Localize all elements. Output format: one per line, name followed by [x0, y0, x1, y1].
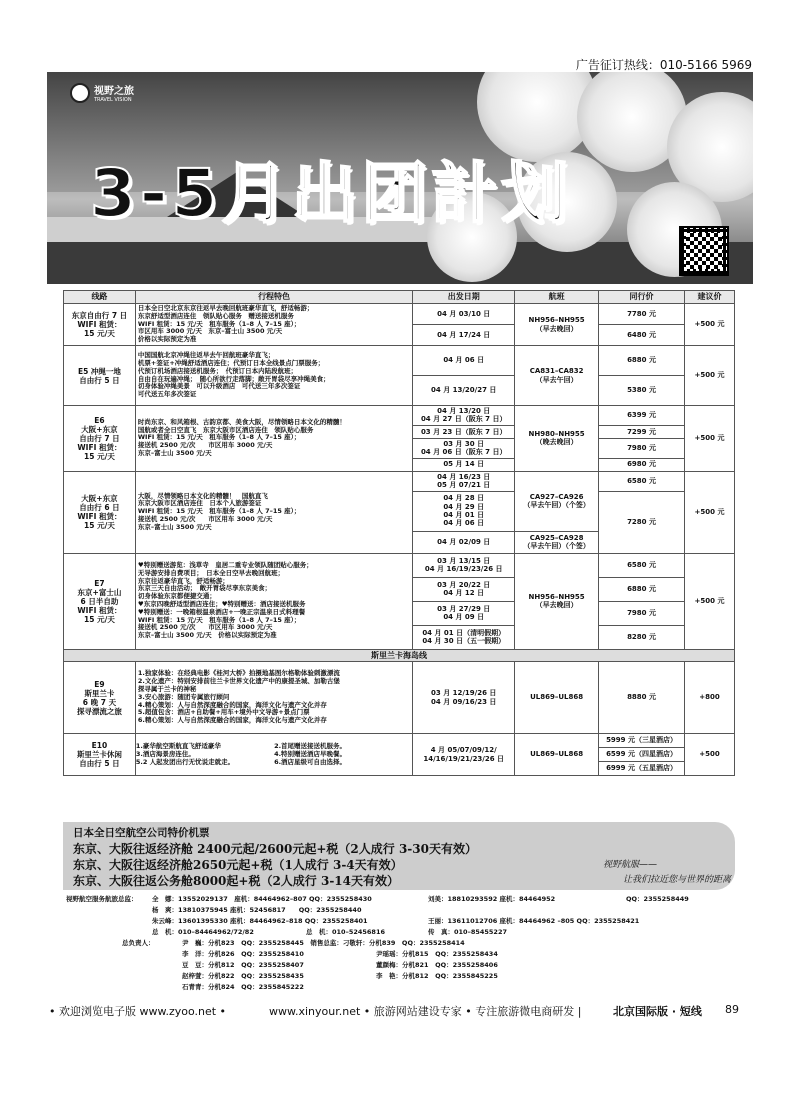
table-row	[64, 553, 735, 577]
section-title: 斯里兰卡海岛线	[64, 649, 735, 662]
date-cell: 03 月 13/15 日 04 月 16/19/23/26 日	[413, 553, 515, 577]
contact-entry: 总 机：010–84464962/72/82	[152, 928, 254, 936]
contact-entry: 李 艳：分机812 QQ：2355845225	[376, 972, 498, 980]
date-cell: 03 月 20/22 日 04 月 12 日	[413, 577, 515, 601]
footer-ebook-link[interactable]: • 欢迎浏览电子版 www.zyoo.net •	[49, 1005, 227, 1018]
price-cell: 7299 元	[599, 425, 685, 438]
date-cell: 03 月 27/29 日 04 月 09 日	[413, 601, 515, 625]
price-cell: 7980 元	[599, 438, 685, 458]
col-header-suggested-price: 建议价	[685, 291, 735, 304]
contact-entry: 全 娜：13552029137 座机：84464962–807 QQ：2355258430	[152, 895, 372, 903]
date-cell: 04 月 02/09 日	[413, 531, 515, 553]
features-cell: 时尚东京、和风箱根、古韵京都、美食大阪，尽情领略日本文化的精髓！ 国航或者全日空直飞 东京大阪市区酒店连住 领队贴心服务 WIFI 租赁：15 元/天 租车服务（1–8 人 7–15 座）； 接送机 2500 元/次 市区用车 3000 元/天 东京–富士山 3500 元/天	[135, 406, 412, 472]
logo-icon	[70, 83, 90, 103]
suggested-price-cell: +500	[685, 734, 735, 776]
flight-cell: NH956–NH955 （早去晚回）	[515, 304, 599, 346]
date-cell: 04 月 13/20 日 04 月 27 日（阪东 7 日）	[413, 406, 515, 426]
section-row	[64, 649, 735, 662]
col-header-flight: 航班	[515, 291, 599, 304]
contact-entry: 总 机：010–52456816	[306, 928, 385, 936]
footer-edition: 北京国际版 · 短线	[613, 1005, 702, 1018]
contact-label: 视野航空服务航旅总监：	[66, 895, 138, 903]
features-cell	[135, 734, 412, 776]
contact-entry: 杨 爽：13810375945 座机：52456817 QQ：2355258440	[152, 906, 362, 914]
suggested-price-cell: +500 元	[685, 304, 735, 346]
table-row	[64, 471, 735, 491]
table-row	[64, 346, 735, 376]
contact-row	[66, 916, 738, 927]
features-cell: 1.独家体验：在经典电影《桂河大桥》拍摄地基图尔格勒体验刺激漂流 2.文化遗产：特别安排前往兰卡世界文化遗产中的康提圣城、加勒古堡 探寻属于兰卡的神秘 3.安心旅游：随团专属旅行顾问 4.精心策划：人与自然深度融合的国家，海洋文化与遗产文化并存 5.超值包含：酒店+自助餐+用车+境外中文导游+景点门票 6.精心策划：人与自然深度融合的国家，海洋文化与遗产文化并存	[135, 662, 412, 734]
contact-row	[66, 982, 738, 993]
features-cell: 大阪，尽情领略日本文化的精髓！ 国航直飞 东京大阪市区酒店连住 日本个人旅游签证 WIFI 租赁：15 元/天 租车服务（1–8 人 7–15 座）； 接送机 2500 元/次 市区用车 3000 元/天 东京–富士山 3500 元/天	[135, 471, 412, 553]
flight-cell: CA831–CA832 （早去午回）	[515, 346, 599, 406]
qr-code-icon[interactable]	[679, 226, 729, 276]
date-cell: 04 月 17/24 日	[413, 325, 515, 346]
flight-cell: CA925–CA928 （早去午回）（个签）	[515, 531, 599, 553]
date-cell: 04 月 28 日 04 月 29 日 04 月 01 日 04 月 06 日	[413, 491, 515, 531]
contact-row	[66, 938, 738, 949]
ad-hotline: 广告征订热线：010-5166 5969	[575, 58, 752, 72]
suggested-price-cell: +500 元	[685, 553, 735, 649]
date-cell: 04 月 06 日	[413, 346, 515, 376]
route-cell: E9 斯里兰卡 6 晚 7 天 探寻漂流之旅	[64, 662, 136, 734]
brand-logo	[70, 82, 134, 103]
page-number: 89	[725, 1003, 739, 1016]
contact-entry: 豆 豆：分机812 QQ：2355258407	[182, 961, 304, 969]
contact-entry: 李 洋：分机826 QQ：2355258410	[182, 950, 304, 958]
contact-row	[66, 894, 738, 905]
features-cell: 日本全日空北京东京往返早去晚回航班豪华直飞，舒适畅游； 东京舒适型酒店连住 领队贴心服务 赠送接送机服务 WIFI 租赁：15 元/天 租车服务（1–8 人 7–15 座）； 市区用车 3000 元/天 东京–富士山 3500 元/天 价格以实际预定为准	[135, 304, 412, 346]
contact-entry: 董颜梅：分机821 QQ：2355258406	[376, 961, 498, 969]
route-cell: E6 大阪+东京 自由行 7 日 WIFI 租赁： 15 元/天	[64, 406, 136, 472]
contact-list	[66, 894, 738, 993]
route-cell: E10 斯里兰卡休闲 自由行 5 日	[64, 734, 136, 776]
promo-signature: 视野航服——	[603, 860, 658, 870]
table-row	[64, 662, 735, 734]
contact-entry: 王丽：13611012706 座机：84464962 –805 QQ：2355258421	[428, 917, 640, 925]
date-cell: 04 月 03/10 日	[413, 304, 515, 325]
contact-entry: 尹 巍：分机823 QQ：2355258445 销售总监：刁敬轩：分机839 QQ：2355258414	[182, 939, 465, 947]
flight-cell: UL869–UL868	[515, 734, 599, 776]
price-option: 6999 元（五星酒店）	[606, 764, 677, 773]
contact-row	[66, 927, 738, 938]
airfare-promo	[63, 822, 735, 890]
flight-cell: CA927–CA926 （早去午回）（个签）	[515, 471, 599, 531]
contact-row	[66, 905, 738, 916]
features-cell: 中国国航北京冲绳往返早去午回航班豪华直飞； 机票+签证+冲绳舒适酒店连住；代预订日本全线景点门票服务； 代预订机场酒店接送机服务； 代预订日本内陆段航班； 自由自在玩遍冲绳； 随心所欲行走落脚；敞开胃袋尽享冲绳美食； 切身体验冲绳美景 可以升级酒店 可代送三年多次签证 可代送五年多次签证	[135, 346, 412, 406]
table-header-row	[64, 291, 735, 304]
promo-title: 日本全日空航空公司特价机票	[73, 827, 210, 839]
page-headline: 3-5月出团計划	[90, 155, 572, 232]
features-cell: ♥特别赠送游览：浅草寺 皇居二重专业领队随团贴心服务； 无导游安排自费项目； 日本全日空早去晚回航班； 东京往返豪华直飞，舒适畅游； 东京三天自由活动； 敞开胃袋尽享东京美食； 切身体验东京都便捷交通； ♥东京四晚舒适型酒店连住；♥特别赠送：酒店接送机服务 ♥特别赠送：一晚箱根温泉酒店+一晚正宗温泉日式料理餐 WIFI 租赁：15 元/天 租车服务（1–8 人 7–15 座）； 接送机 2500 元/次 市区用车 3000 元/天 东京–富士山 3500 元/天 价格以实际预定为准	[135, 553, 412, 649]
table-row	[64, 406, 735, 426]
suggested-price-cell: +500 元	[685, 346, 735, 406]
col-header-trade-price: 同行价	[599, 291, 685, 304]
route-cell: E5 冲绳一地 自由行 5 日	[64, 346, 136, 406]
suggested-price-cell: +500 元	[685, 406, 735, 472]
promo-slogan: 让我们拉近您与世界的距离	[623, 875, 732, 885]
date-cell: 03 月 23 日（阪东 7 日）	[413, 425, 515, 438]
date-cell: 03 月 30 日 04 月 06 日（阪东 7 日）	[413, 438, 515, 458]
price-cell: 6580 元	[599, 471, 685, 491]
flight-cell: NH980–NH955 （晚去晚回）	[515, 406, 599, 472]
logo-name: 视野之旅	[94, 86, 134, 97]
table-row	[64, 304, 735, 325]
contact-entry: 朱云峰：13601395330 座机：84464962–818 QQ：2355258401	[152, 917, 368, 925]
contact-entry: 尹瑶瑶：分机815 QQ：2355258434	[376, 950, 498, 958]
price-cell: 6480 元	[599, 325, 685, 346]
tour-schedule-table	[63, 290, 735, 776]
col-header-features: 行程特色	[135, 291, 412, 304]
features-left: 1.豪华航空斯航直飞舒适豪华 3.酒店海景房连住。 5.2 人起发团出行无忧说走就走。	[135, 741, 235, 766]
contact-entry: 石青青：分机824 QQ：2355845222	[182, 983, 304, 991]
contact-row	[66, 949, 738, 960]
promo-line: 东京、大阪往返经济舱 2400元起/2600元起+税（2人成行 3-30天有效）	[73, 842, 477, 856]
col-header-dates: 出发日期	[413, 291, 515, 304]
contact-row	[66, 971, 738, 982]
flight-cell: UL869–UL868	[515, 662, 599, 734]
date-cell: 05 月 14 日	[413, 458, 515, 471]
price-cell: 6399 元	[599, 406, 685, 426]
price-cell: 6880 元	[599, 577, 685, 601]
contact-label: 总负责人：	[122, 939, 155, 947]
contact-entry: QQ：2355258449	[626, 895, 689, 903]
price-cell: 8880 元	[599, 662, 685, 734]
route-cell: E7 东京+富士山 6 日半自助 WIFI 租赁： 15 元/天	[64, 553, 136, 649]
promo-line: 东京、大阪往返经济舱2650元起+税（1人成行 3-4天有效）	[73, 858, 403, 872]
price-cell: 6980 元	[599, 458, 685, 471]
price-cell: 7780 元	[599, 304, 685, 325]
footer-site-info[interactable]: www.xinyour.net • 旅游网站建设专家 • 专注旅游微电商研发 |	[269, 1005, 582, 1018]
promo-line: 东京、大阪往返公务舱8000起+税（2人成行 3-14天有效）	[73, 874, 400, 888]
col-header-route: 线路	[64, 291, 136, 304]
date-cell: 04 月 13/20/27 日	[413, 376, 515, 406]
date-cell: 04 月 01 日（清明假期） 04 月 30 日（五一假期）	[413, 625, 515, 649]
price-cell: 7980 元	[599, 601, 685, 625]
route-cell: 东京自由行 7 日 WIFI 租赁： 15 元/天	[64, 304, 136, 346]
date-cell: 4 月 05/07/09/12/ 14/16/19/21/23/26 日	[413, 734, 515, 776]
contact-entry: 赵梓萱：分机822 QQ：2355258435	[182, 972, 304, 980]
price-cell: 6580 元	[599, 553, 685, 577]
price-cell: 7280 元	[599, 491, 685, 553]
price-option: 6599 元（四星酒店）	[599, 748, 684, 762]
price-cell: 6880 元	[599, 346, 685, 376]
date-cell: 04 月 16/23 日 05 月 07/21 日	[413, 471, 515, 491]
date-cell: 03 月 12/19/26 日 04 月 09/16/23 日	[413, 662, 515, 734]
logo-subtitle: TRAVEL VISION	[94, 97, 132, 103]
route-cell: 大阪+东京 自由行 6 日 WIFI 租赁： 15 元/天	[64, 471, 136, 553]
contact-entry: 传 真：010–85455227	[428, 928, 507, 936]
price-cell	[599, 734, 685, 776]
suggested-price-cell: +800	[685, 662, 735, 734]
features-right: 2.首尾赠送接送机服务。 4.特别赠送酒店早晚餐。 6.酒店星级可自由选择。	[274, 741, 347, 766]
price-cell: 5380 元	[599, 376, 685, 406]
suggested-price-cell: +500 元	[685, 471, 735, 553]
contact-row	[66, 960, 738, 971]
flight-cell: NH956–NH955 （早去晚回）	[515, 553, 599, 649]
table-row	[64, 734, 735, 776]
price-option: 5999 元（三星酒店）	[599, 734, 684, 748]
contact-entry: 刘美：18810293592 座机：84464952	[428, 895, 556, 903]
price-cell: 8280 元	[599, 625, 685, 649]
